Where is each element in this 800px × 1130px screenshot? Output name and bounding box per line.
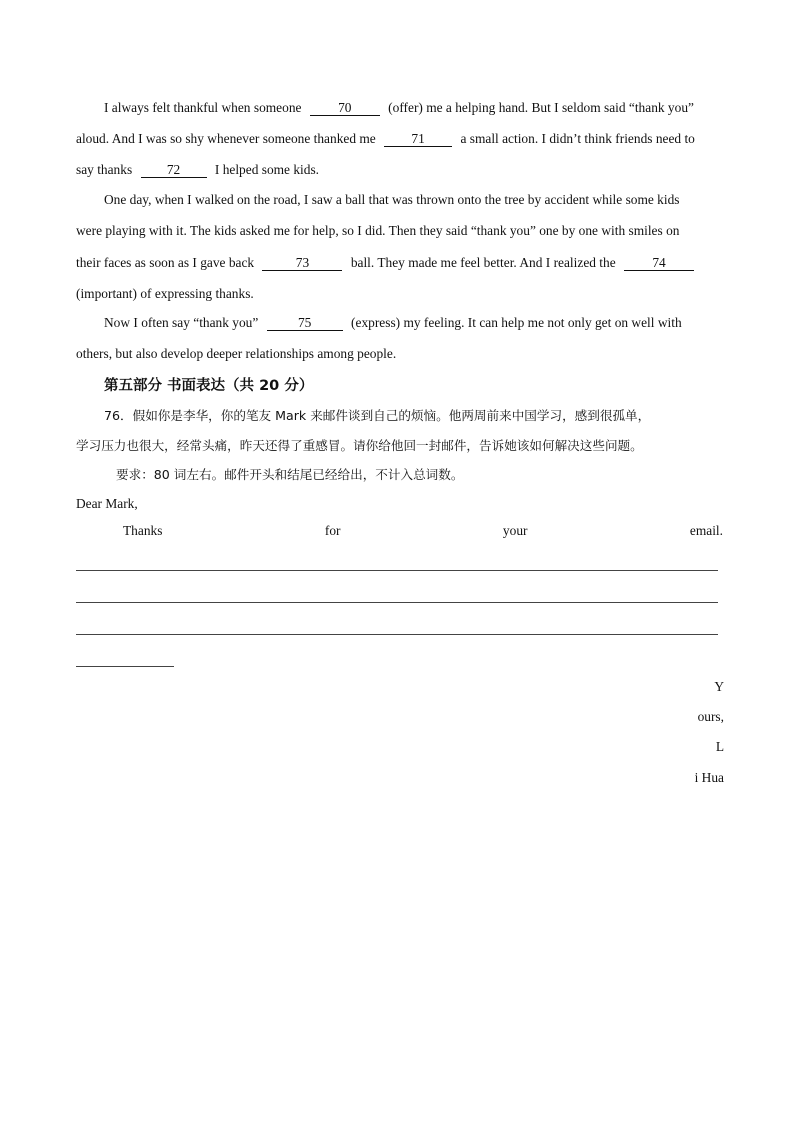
- blank-70[interactable]: 70: [310, 100, 380, 116]
- passage-text: ball. They made me feel better. And I realized the: [350, 255, 616, 270]
- closing-part: ours,: [697, 709, 724, 724]
- opening-word: email.: [689, 523, 723, 538]
- closing-part: Y: [714, 679, 724, 694]
- passage-text: a small action. I didn’t think friends need to: [460, 131, 695, 146]
- passage-text: I helped some kids.: [214, 162, 320, 177]
- opening-word: your: [502, 523, 528, 538]
- writing-line[interactable]: [76, 570, 718, 571]
- passage-line: [76, 190, 752, 210]
- passage-text: were playing with it. The kids asked me for help, so I did. Then they said “thank you” one by one with smiles on: [76, 223, 680, 238]
- blank-74[interactable]: 74: [624, 255, 694, 271]
- passage-line: [76, 284, 724, 304]
- passage-text: aloud. And I was so shy whenever someone thanked me: [76, 131, 376, 146]
- blank-71[interactable]: 71: [384, 131, 452, 147]
- passage-text: their faces as soon as I gave back: [76, 255, 255, 270]
- passage-line: [76, 98, 752, 118]
- opening-word: Thanks: [123, 523, 163, 538]
- letter-opening-line: [123, 523, 723, 539]
- passage-line: [76, 221, 724, 241]
- passage-text: (offer) me a helping hand. But I seldom said “thank you”: [388, 100, 694, 115]
- section-title: 第五部分 书面表达（共 20 分）: [104, 378, 314, 394]
- letter-greeting: Dear Mark,: [76, 496, 138, 511]
- blank-73[interactable]: 73: [262, 255, 342, 271]
- closing-part: i Hua: [694, 770, 724, 785]
- passage-line: [76, 253, 724, 273]
- writing-line[interactable]: [76, 602, 718, 603]
- passage-text: Now I often say “thank you”: [104, 315, 259, 330]
- passage-text: say thanks: [76, 162, 133, 177]
- blank-75[interactable]: 75: [267, 315, 343, 331]
- passage-line: [76, 160, 724, 180]
- requirement-text: 要求：80 词左右。邮件开头和结尾已经给出，不计入总词数。: [116, 467, 464, 482]
- writing-line[interactable]: [76, 634, 718, 635]
- question-76-line-1: 76．假如你是李华，你的笔友 Mark 来邮件谈到自己的烦恼。他两周前来中国学习，感到很孤单，: [104, 408, 651, 423]
- passage-text: I always felt thankful when someone: [104, 100, 302, 115]
- passage-text: One day, when I walked on the road, I saw a ball that was thrown onto the tree by accident while some kids: [104, 192, 680, 207]
- passage-line: [76, 344, 724, 364]
- passage-text: (important) of expressing thanks.: [76, 286, 254, 301]
- opening-word: for: [324, 523, 341, 538]
- closing-part: L: [715, 739, 724, 754]
- question-76-line-2: 学习压力也很大，经常头痛，昨天还得了重感冒。请你给他回一封邮件，告诉她该如何解决这些问题。: [76, 438, 643, 453]
- writing-line[interactable]: [76, 666, 174, 667]
- passage-text: others, but also develop deeper relationships among people.: [76, 346, 397, 361]
- blank-72[interactable]: 72: [141, 162, 207, 178]
- passage-line: [76, 129, 724, 149]
- passage-line: [76, 313, 752, 333]
- passage-text: (express) my feeling. It can help me not only get on well with: [351, 315, 682, 330]
